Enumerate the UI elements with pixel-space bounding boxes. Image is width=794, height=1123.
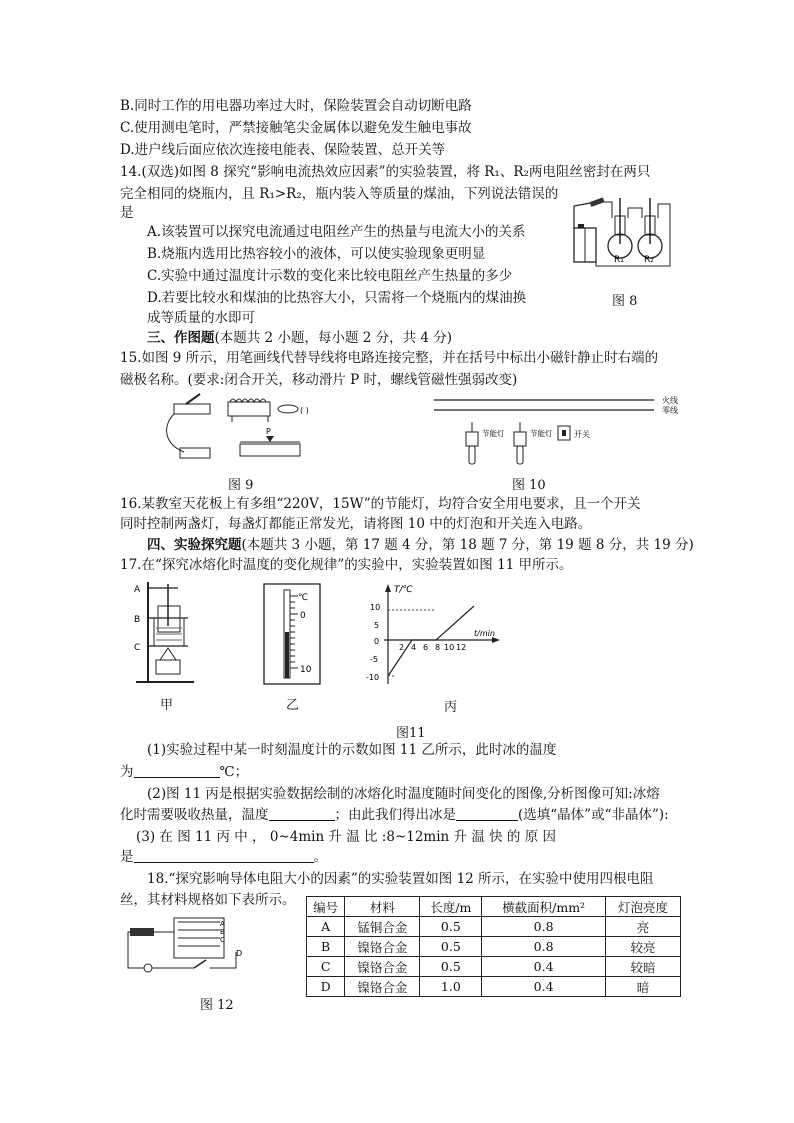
r1-label: R₁ xyxy=(614,255,624,265)
x-tick: 4 xyxy=(411,643,417,652)
q17-part2-line2 xyxy=(120,805,669,825)
q17-part2-text-c: (选填“晶体”或“非晶体”): xyxy=(518,807,669,823)
q17-part2-text-b: ；由此我们得出冰是 xyxy=(334,807,456,823)
q14-option-d-line1: D.若要比较水和煤油的比热容大小，只需将一个烧瓶内的煤油换 xyxy=(147,290,527,306)
cell: 0.4 xyxy=(482,957,606,977)
q17-stem: 17.在“探究冰熔化时温度的变化规律”的实验中，实验装置如图 11 甲所示。 xyxy=(120,557,573,573)
cell: 0.4 xyxy=(482,977,606,997)
energy-saving-lamp-1 xyxy=(466,422,478,464)
thermo-ten: 10 xyxy=(300,665,312,675)
graph-y-ticks xyxy=(366,603,380,682)
cell: 0.5 xyxy=(420,917,482,937)
stand-a-label: A xyxy=(134,585,141,595)
figure-9-circuit xyxy=(160,392,310,466)
q14-option-d-line2: 成等质量的水即可 xyxy=(147,310,255,326)
wire-d-label: D xyxy=(236,949,243,958)
melting-curve xyxy=(388,606,474,676)
graph-x-label: t/min xyxy=(474,629,495,638)
answer-blank-3[interactable] xyxy=(456,806,518,821)
r2-label: R₂ xyxy=(644,255,654,265)
thermo-zero: 0 xyxy=(300,611,306,621)
col-header: 长度/m xyxy=(420,897,482,917)
section3-heading xyxy=(147,328,452,348)
cell: 0.5 xyxy=(420,937,482,957)
cell: 0.5 xyxy=(420,957,482,977)
q14-option-b: B.烧瓶内选用比热容较小的液体，可以使实验现象更明显 xyxy=(147,246,486,262)
q17-part3-end: 。 xyxy=(313,849,327,865)
fig11-bing-caption: 丙 xyxy=(444,700,458,715)
live-wire-label: 火线 xyxy=(662,396,678,405)
switch-label: 开关 xyxy=(574,430,590,439)
fig11-jia-caption: 甲 xyxy=(160,698,174,713)
q13-option-b: B.同时工作的用电器功率过大时，保险装置会自动切断电路 xyxy=(120,98,472,114)
table-header-row xyxy=(307,897,681,917)
q14-stem-line1: 14.(双选)如图 8 探究“影响电流热效应因素”的实验装置，将 R₁、R₂两电阻丝密封在两只 xyxy=(120,164,651,180)
wire-c-label: C xyxy=(220,936,225,944)
lamp1-label: 节能灯 xyxy=(482,429,505,438)
section4-heading xyxy=(147,535,694,555)
q17-part1-line2 xyxy=(120,762,248,782)
paren-label: ( ) xyxy=(300,406,309,415)
resistance-wire-table xyxy=(306,896,681,997)
fig10-caption: 图 10 xyxy=(512,478,546,493)
answer-blank-2[interactable] xyxy=(269,806,335,821)
section3-note: (本题共 2 小题，每小题 2 分，共 4 分) xyxy=(214,330,453,346)
figure-8-apparatus xyxy=(566,194,678,272)
neutral-wire-label: 零线 xyxy=(662,406,678,415)
cell: A xyxy=(307,917,345,937)
cell: C xyxy=(307,957,345,977)
q17-part2-text-a: 化时需要吸收热量，温度 xyxy=(120,807,269,823)
table-row xyxy=(307,957,681,977)
q17-part2-line1: (2)图 11 丙是根据实验数据绘制的冰熔化时温度随时间变化的图像,分析图像可知:冰熔 xyxy=(147,786,660,802)
figure-12-circuit xyxy=(124,914,294,986)
section4-title: 四、实验探究题 xyxy=(147,537,242,553)
q14-option-c: C.实验中通过温度计示数的变化来比较电阻丝产生热量的多少 xyxy=(147,268,513,284)
answer-blank-1[interactable] xyxy=(134,763,220,778)
fig8-caption: 图 8 xyxy=(612,294,638,309)
section4-note: (本题共 3 小题，第 17 题 4 分，第 18 题 7 分，第 19 题 8 分，共 19 分) xyxy=(241,537,694,553)
col-header: 材料 xyxy=(345,897,420,917)
table-row xyxy=(307,937,681,957)
q17-part1-line1: (1)实验过程中某一时刻温度计的示数如图 11 乙所示，此时冰的温度 xyxy=(147,742,557,758)
cell: 镍铬合金 xyxy=(345,977,420,997)
wire-a-label: A xyxy=(220,920,225,928)
q16-stem-line1: 16.某教室天花板上有多组“220V，15W”的节能灯，均符合安全用电要求，且一个开关 xyxy=(120,496,641,512)
q15-stem-line2: 磁极名称。(要求:闭合开关，移动滑片 P 时，螺线管磁性强弱改变) xyxy=(120,372,518,388)
cell: 亮 xyxy=(605,917,680,937)
col-header: 横截面积/mm² xyxy=(482,897,606,917)
cell: 锰铜合金 xyxy=(345,917,420,937)
figure-10-wiring xyxy=(434,392,696,470)
q13-option-c: C.使用测电笔时，严禁接触笔尖金属体以避免发生触电事故 xyxy=(120,120,472,136)
cell: D xyxy=(307,977,345,997)
stand-b-label: B xyxy=(134,615,141,625)
y-tick: 0 xyxy=(374,637,380,646)
lamp2-label: 节能灯 xyxy=(530,429,553,438)
y-tick: 5 xyxy=(374,621,380,630)
cell: 0.8 xyxy=(482,917,606,937)
y-tick: -5 xyxy=(370,655,378,664)
q14-stem-line3: 是 xyxy=(120,205,134,221)
section3-title: 三、作图题 xyxy=(147,330,215,346)
q17-part1-unit: ℃； xyxy=(219,764,249,780)
graph-y-label: T/℃ xyxy=(394,585,413,595)
cell: 1.0 xyxy=(420,977,482,997)
q13-option-d: D.进户线后面应依次连接电能表、保险装置、总开关等 xyxy=(120,142,446,158)
cell: 较亮 xyxy=(605,937,680,957)
fig9-caption: 图 9 xyxy=(228,478,254,493)
cell: 0.8 xyxy=(482,937,606,957)
figure-11-graph xyxy=(364,580,504,688)
figure-11-thermometer xyxy=(262,582,324,688)
stand-c-label: C xyxy=(134,643,141,653)
q17-part3-line2 xyxy=(120,847,327,867)
table-row xyxy=(307,977,681,997)
thermo-unit: ℃ xyxy=(298,593,309,603)
cell: 较暗 xyxy=(605,957,680,977)
table-row xyxy=(307,917,681,937)
q18-stem-line1: 18.“探究影响导体电阻大小的因素”的实验装置如图 12 所示，在实验中使用四根电阻 xyxy=(147,871,654,887)
q15-stem-line1: 15.如图 9 所示，用笔画线代替导线将电路连接完整，并在括号中标出小磁针静止时右端的 xyxy=(120,350,659,366)
col-header: 编号 xyxy=(307,897,345,917)
answer-blank-4[interactable] xyxy=(134,848,314,863)
col-header: 灯泡亮度 xyxy=(605,897,680,917)
q17-part3-line1: (3) 在 图 11 丙 中 ， 0~4min 升 温 比 :8~12min 升 温 快 的 原 因 xyxy=(136,829,556,845)
wire-b-label: B xyxy=(220,928,225,936)
figure-11-stand xyxy=(130,578,200,688)
cell: B xyxy=(307,937,345,957)
x-tick: 10 xyxy=(444,643,455,652)
y-tick: 10 xyxy=(370,603,381,612)
q18-stem-line2: 丝，其材料规格如下表所示。 xyxy=(120,892,296,908)
q16-stem-line2: 同时控制两盏灯，每盏灯都能正常发光，请将图 10 中的灯泡和开关连入电路。 xyxy=(120,516,592,532)
x-tick: 2 xyxy=(399,643,405,652)
q14-option-a: A.该装置可以探究电流通过电阻丝产生的热量与电流大小的关系 xyxy=(147,224,526,240)
q17-part1-prefix: 为 xyxy=(120,764,134,780)
fig11-yi-caption: 乙 xyxy=(286,698,300,713)
slider-p-label: P xyxy=(266,427,271,436)
cell: 暗 xyxy=(605,977,680,997)
x-tick: 6 xyxy=(423,643,429,652)
energy-saving-lamp-2 xyxy=(514,422,526,464)
y-tick: -10 xyxy=(366,673,380,682)
q17-part3-prefix: 是 xyxy=(120,849,134,865)
cell: 镍铬合金 xyxy=(345,957,420,977)
x-tick: 12 xyxy=(456,643,467,652)
x-tick: 8 xyxy=(435,643,441,652)
fig11-caption: 图11 xyxy=(396,726,426,741)
q14-stem-line2: 完全相同的烧瓶内，且 R₁>R₂，瓶内装入等质量的煤油，下列说法错误的 xyxy=(120,186,559,202)
cell: 镍铬合金 xyxy=(345,937,420,957)
fig12-caption: 图 12 xyxy=(200,998,234,1013)
